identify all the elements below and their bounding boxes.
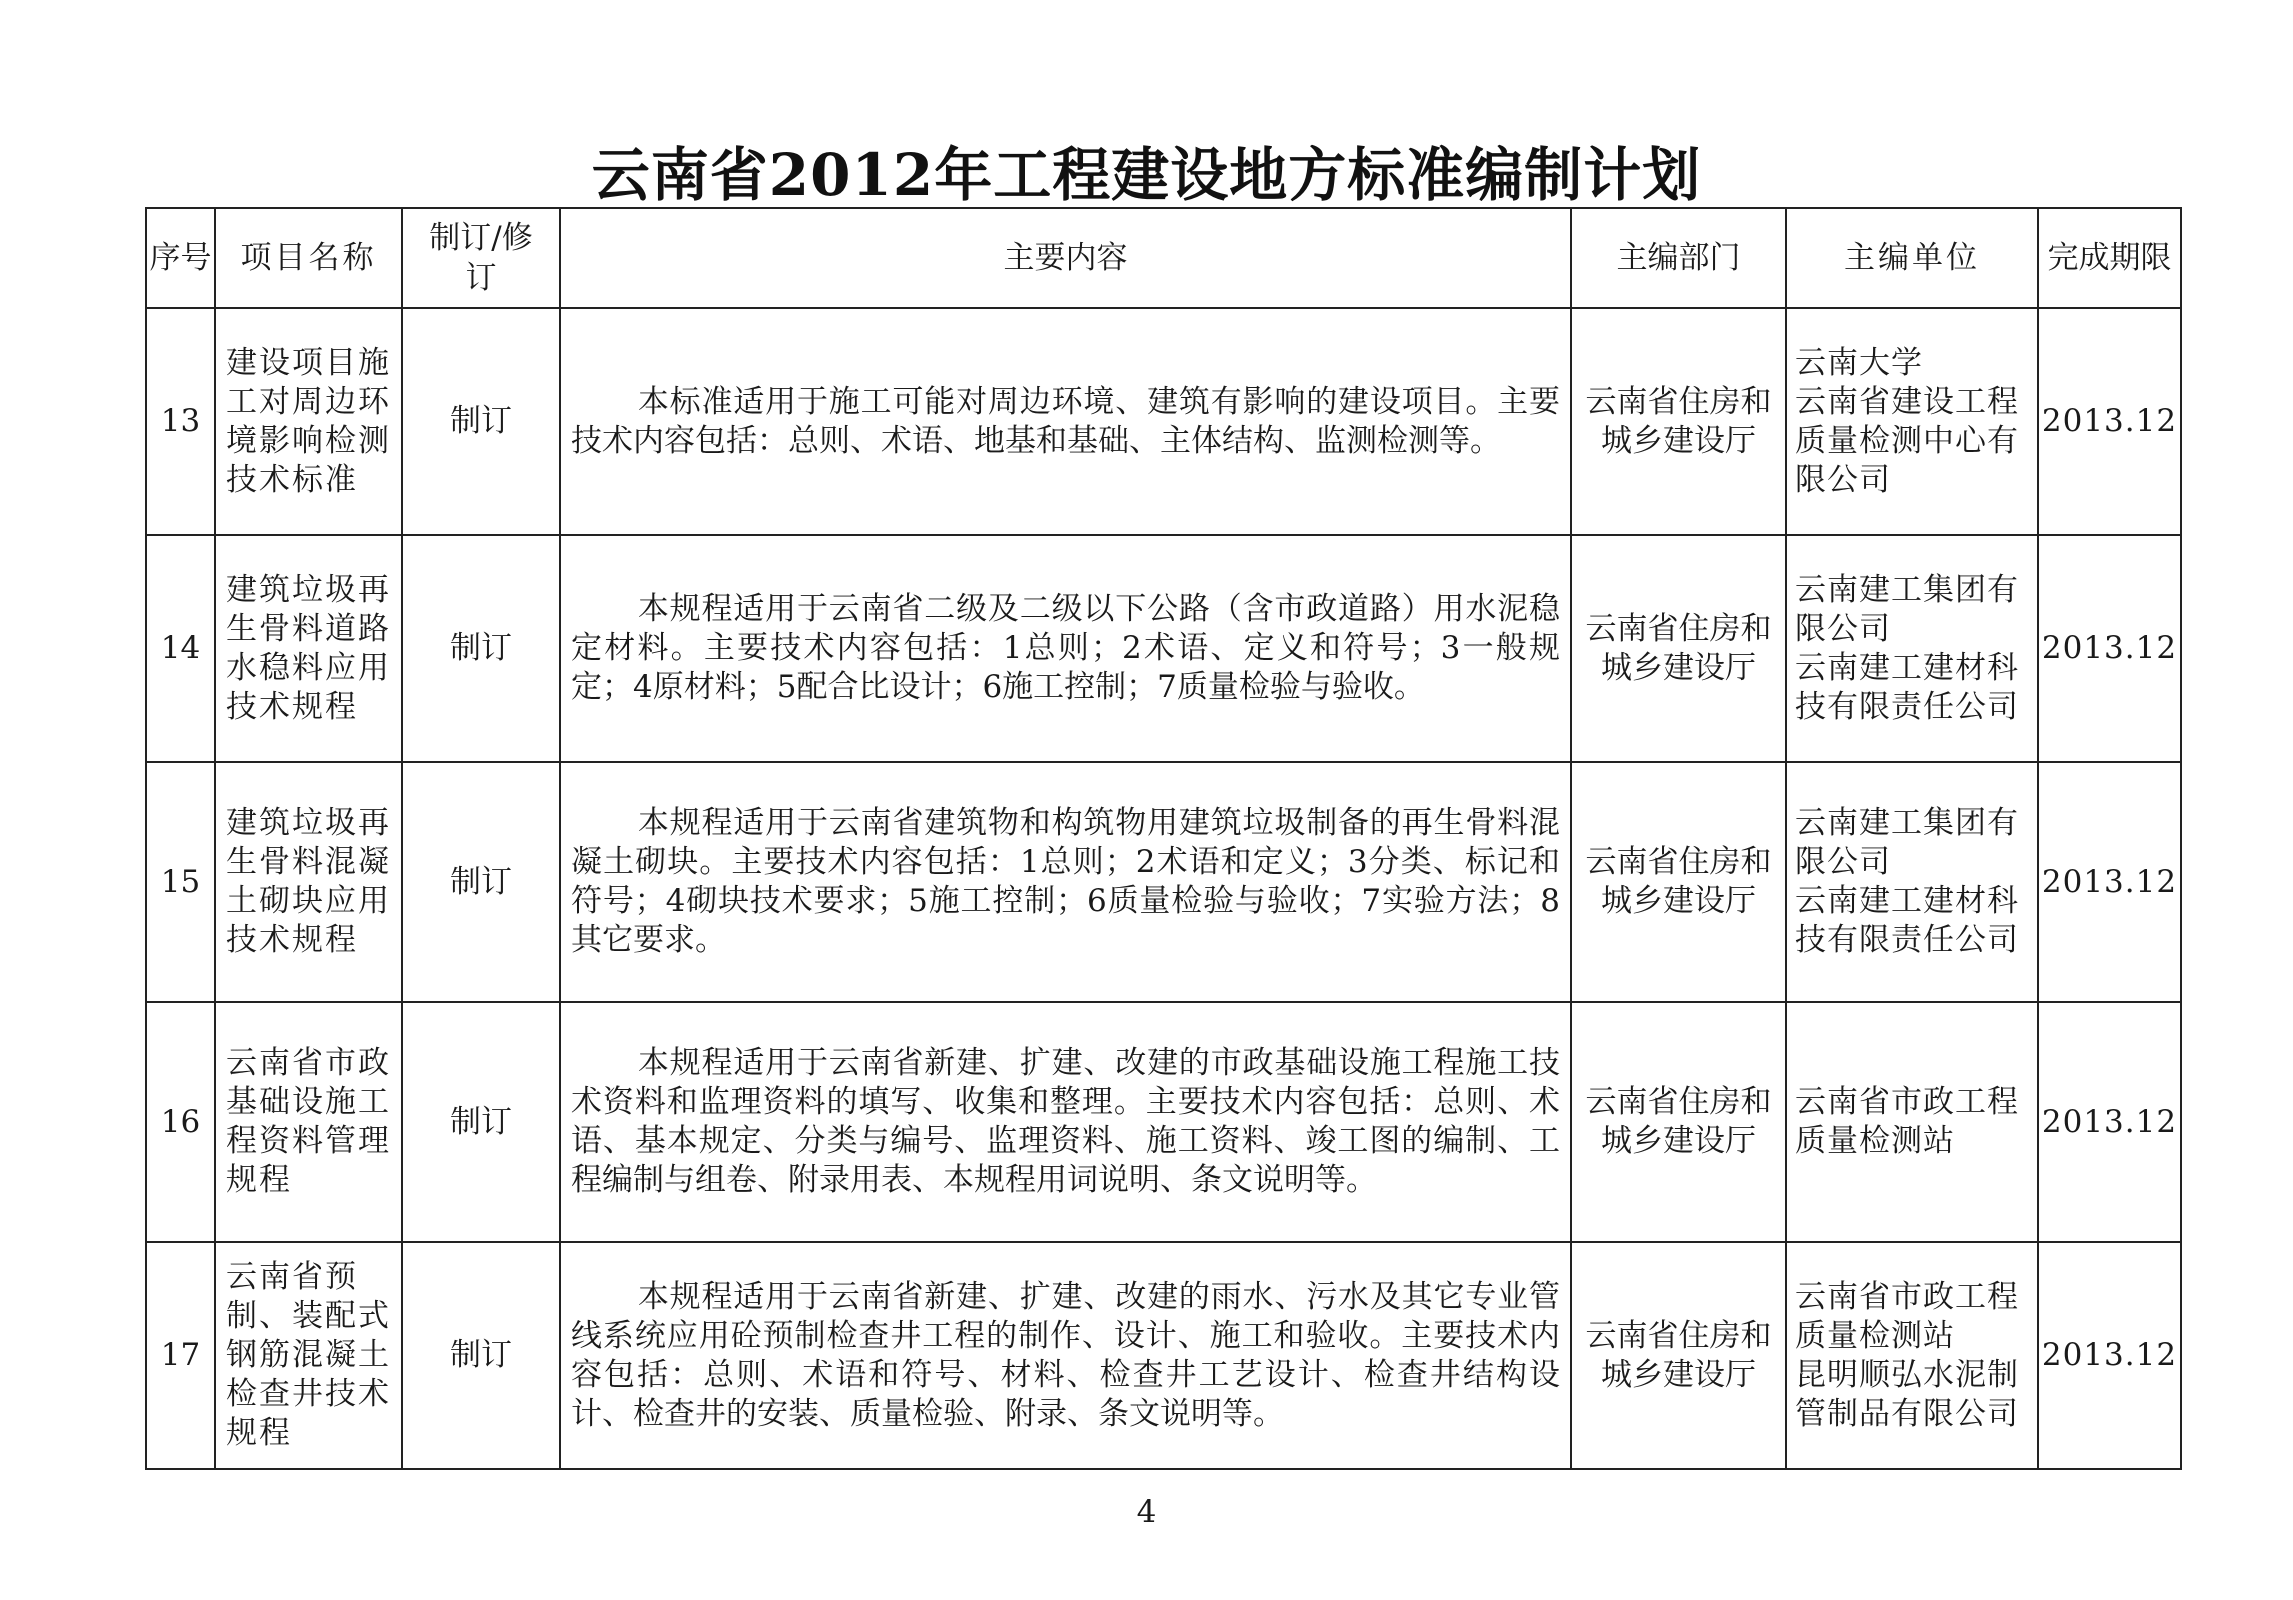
- row-lead-unit: 云南省市政工程质量检测站: [1786, 1002, 2038, 1242]
- table-row: [146, 535, 2181, 762]
- header-lead-unit: 主编单位: [1786, 208, 2038, 308]
- row-type: 制订: [402, 762, 560, 1002]
- header-type: 制订/修订: [402, 208, 560, 308]
- row-lead-unit: 云南建工集团有限公司 云南建工建材科技有限责任公司: [1786, 535, 2038, 762]
- row-lead-department: 云南省住房和城乡建设厅: [1571, 1002, 1786, 1242]
- row-project-name: 建设项目施工对周边环境影响检测技术标准: [215, 308, 402, 535]
- row-deadline: 2013.12: [2038, 762, 2181, 1002]
- row-deadline: 2013.12: [2038, 308, 2181, 535]
- table-row: [146, 1002, 2181, 1242]
- row-serial-number: 13: [146, 308, 215, 535]
- page-number: 4: [1136, 1494, 1157, 1530]
- row-project-name: 建筑垃圾再生骨料道路水稳料应用技术规程: [215, 535, 402, 762]
- row-main-content-text: 本规程适用于云南省新建、扩建、改建的雨水、污水及其它专业管线系统应用砼预制检查井工程的制作、设计、施工和验收。主要技术内容包括：总则、术语和符号、材料、检查井工艺设计、检查井结构设计、检查井的安装、质量检验、附录、条文说明等。: [571, 1278, 1560, 1432]
- table-row: [146, 762, 2181, 1002]
- table-header-row: [146, 208, 2181, 308]
- row-deadline: 2013.12: [2038, 535, 2181, 762]
- row-lead-department: 云南省住房和城乡建设厅: [1571, 308, 1786, 535]
- row-type: 制订: [402, 1002, 560, 1242]
- header-main-content: 主要内容: [560, 208, 1571, 308]
- row-lead-unit: 云南大学 云南省建设工程质量检测中心有限公司: [1786, 308, 2038, 535]
- row-main-content-text: 本规程适用于云南省二级及二级以下公路（含市政道路）用水泥稳定材料。主要技术内容包括：1总则；2术语、定义和符号；3一般规定；4原材料；5配合比设计；6施工控制；7质量检验与验收。: [571, 591, 1560, 705]
- row-main-content: [560, 535, 1571, 762]
- page-title: 云南省2012年工程建设地方标准编制计划: [591, 141, 1702, 209]
- row-main-content: [560, 1242, 1571, 1469]
- row-deadline: 2013.12: [2038, 1242, 2181, 1469]
- row-main-content-text: 本规程适用于云南省新建、扩建、改建的市政基础设施工程施工技术资料和监理资料的填写、收集和整理。主要技术内容包括：总则、术语、基本规定、分类与编号、监理资料、施工资料、竣工图的编制、工程编制与组卷、附录用表、本规程用词说明、条文说明等。: [571, 1045, 1560, 1198]
- row-main-content: [560, 762, 1571, 1002]
- row-main-content: [560, 1002, 1571, 1242]
- row-serial-number: 17: [146, 1242, 215, 1469]
- row-project-name: 云南省市政基础设施工程资料管理规程: [215, 1002, 402, 1242]
- row-lead-unit: 云南省市政工程质量检测站 昆明顺弘水泥制管制品有限公司: [1786, 1242, 2038, 1469]
- row-main-content-text: 本标准适用于施工可能对周边环境、建筑有影响的建设项目。主要技术内容包括：总则、术语、地基和基础、主体结构、监测检测等。: [571, 383, 1560, 459]
- row-type: 制订: [402, 535, 560, 762]
- table-row: [146, 1242, 2181, 1469]
- row-lead-department: 云南省住房和城乡建设厅: [1571, 1242, 1786, 1469]
- standards-plan-table: [145, 207, 2182, 1470]
- header-project-name: 项目名称: [215, 208, 402, 308]
- row-project-name: 建筑垃圾再生骨料混凝土砌块应用技术规程: [215, 762, 402, 1002]
- row-lead-department: 云南省住房和城乡建设厅: [1571, 762, 1786, 1002]
- header-lead-department: 主编部门: [1571, 208, 1786, 308]
- table-row: [146, 308, 2181, 535]
- row-serial-number: 14: [146, 535, 215, 762]
- row-project-name: 云南省预制、装配式钢筋混凝土检查井技术规程: [215, 1242, 402, 1469]
- row-serial-number: 16: [146, 1002, 215, 1242]
- row-type: 制订: [402, 1242, 560, 1469]
- row-type: 制订: [402, 308, 560, 535]
- row-lead-unit: 云南建工集团有限公司 云南建工建材科技有限责任公司: [1786, 762, 2038, 1002]
- row-main-content: [560, 308, 1571, 535]
- row-main-content-text: 本规程适用于云南省建筑物和构筑物用建筑垃圾制备的再生骨料混凝土砌块。主要技术内容包括：1总则；2术语和定义；3分类、标记和符号；4砌块技术要求；5施工控制；6质量检验与验收；7实验方法；8其它要求。: [571, 805, 1560, 958]
- row-lead-department: 云南省住房和城乡建设厅: [1571, 535, 1786, 762]
- row-deadline: 2013.12: [2038, 1002, 2181, 1242]
- row-serial-number: 15: [146, 762, 215, 1002]
- header-deadline: 完成期限: [2038, 208, 2181, 308]
- header-serial-number: 序号: [146, 208, 215, 308]
